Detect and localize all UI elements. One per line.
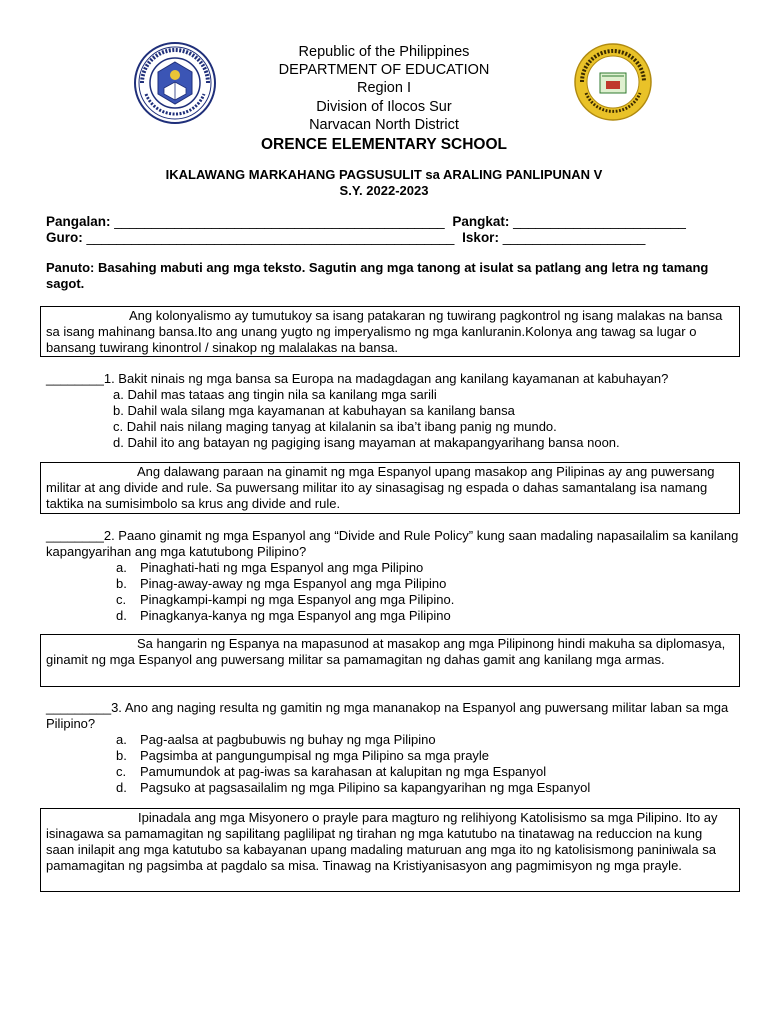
- exam-school-year: S.Y. 2022-2023: [339, 183, 429, 198]
- header-department: DEPARTMENT OF EDUCATION: [278, 62, 490, 79]
- option-1c[interactable]: c. Dahil nais nilang maging tanyag at kilalanin sa iba’t ibang panig ng mundo.: [113, 419, 557, 434]
- question-text-2: 2. Paano ginamit ng mga Espanyol ang “Divide and Rule Policy” kung saan madaling napasailalim sa kanilang kapangyarihan ang mga katutubong Pilipino?: [46, 528, 739, 559]
- exam-title-block: [0, 167, 768, 199]
- section-blank[interactable]: _______________________: [509, 214, 686, 229]
- option-1d[interactable]: d. Dahil ito ang batayan ng pagiging isang mayaman at makapangyarihang bansa noon.: [113, 435, 620, 450]
- teacher-blank[interactable]: _________________________________________________: [82, 230, 455, 245]
- question-1: [46, 371, 742, 451]
- school-header: [0, 43, 768, 154]
- passage-text-1: Ang kolonyalismo ay tumutukoy sa isang patakaran ng tuwirang pagkontrol ng isang malakas na bansa sa isang mahinang bansa.Ito ang unang yugto ng imperyalismo ng mga kanluranin.Kolonya ang tawag sa lugar o bansang tuwirang kinontrol / sinakop ng malalakas na bansa.: [46, 308, 723, 355]
- options-list-2: [116, 560, 742, 624]
- header-region: Region I: [356, 80, 411, 97]
- option-3d[interactable]: d. Pagsuko at pagsasailalim ng mga Pilipino sa kapangyarihan ng mga Espanyol: [116, 780, 591, 795]
- teacher-label: Guro:: [46, 230, 83, 245]
- option-3b[interactable]: b. Pagsimba at pangungumpisal ng mga Pilipino sa mga prayle: [116, 748, 490, 763]
- header-republic: Republic of the Philippines: [298, 44, 470, 60]
- answer-blank-2[interactable]: ________: [46, 528, 104, 543]
- answer-blank-3[interactable]: _________: [46, 700, 112, 715]
- option-3c[interactable]: c. Pamumundok at pag-iwas sa karahasan at kalupitan ng mga Espanyol: [116, 764, 547, 779]
- option-1a[interactable]: a. Dahil mas tataas ang tingin nila sa kanilang mga sarili: [113, 387, 437, 402]
- section-label: Pangkat:: [452, 214, 510, 229]
- option-2a[interactable]: a. Pinaghati-hati ng mga Espanyol ang mga Pilipino: [116, 560, 424, 575]
- name-label: Pangalan:: [46, 214, 111, 229]
- header-division: Division of Ilocos Sur: [316, 98, 452, 115]
- question-2: [46, 528, 742, 624]
- passage-text-3: Sa hangarin ng Espanya na mapasunod at masakop ang mga Pilipinong hindi makuha sa diplomasya, ginamit ng mga Espanyol ang puwersang militar sa pamamagitan ng dahas gamit ang kanilang mga armas.: [46, 636, 726, 667]
- option-2c[interactable]: c. Pinagkampi-kampi ng mga Espanyol ang mga Pilipino.: [116, 592, 455, 607]
- option-2d[interactable]: d. Pinagkanya-kanya ng mga Espanyol ang mga Pilipino: [116, 608, 451, 623]
- score-blank[interactable]: ___________________: [498, 230, 646, 245]
- passage-box-1: [40, 306, 740, 357]
- name-blank[interactable]: ____________________________________________: [110, 214, 445, 229]
- question-text-3: 3. Ano ang naging resulta ng gamitin ng mga mananakop na Espanyol ang puwersang militar laban sa mga Pilipino?: [46, 700, 729, 731]
- info-line-name: [46, 214, 686, 230]
- question-3: [46, 700, 742, 796]
- header-school-name: ORENCE ELEMENTARY SCHOOL: [260, 136, 507, 154]
- passage-box-3: [40, 634, 740, 687]
- options-list-3: [116, 732, 742, 796]
- exam-title: IKALAWANG MARKAHANG PAGSUSULIT sa ARALING PANLIPUNAN V: [165, 167, 603, 182]
- answer-blank-1[interactable]: ________: [46, 371, 104, 386]
- passage-text-4: Ipinadala ang mga Misyonero o prayle para magturo ng relihiyong Katolisismo sa mga Pilipino. Ito ay isinagawa sa pamamagitan ng sapilitang paglilipat ng tirahan ng mga katutubo na tinatawag na reduccion na kung saan inilapit ang mga katutubo sa kabayanan upang madaling maturuan ang mga ito ng katolisismong paniniwala sa pamamagitan ng pagsimba at pagdalo sa misa. Tinawag na Kristiyanisasyon ang pagmimisyon ng mga prayle.: [46, 810, 718, 873]
- question-text-1: 1. Bakit ninais ng mga bansa sa Europa na madagdagan ang kanilang kayamanan at kabuhayan?: [103, 371, 669, 386]
- option-2b[interactable]: b. Pinag-away-away ng mga Espanyol ang mga Pilipino: [116, 576, 447, 591]
- passage-box-4: [40, 808, 740, 892]
- info-line-teacher: [46, 230, 645, 246]
- passage-box-2: [40, 462, 740, 514]
- instructions: Panuto: Basahing mabuti ang mga teksto. Sagutin ang mga tanong at isulat sa patlang ang letra ng tamang sagot.: [46, 260, 709, 291]
- option-1b[interactable]: b. Dahil wala silang mga kayamanan at kabuhayan sa kanilang bansa: [113, 403, 515, 418]
- passage-text-2: Ang dalawang paraan na ginamit ng mga Espanyol upang masakop ang Pilipinas ay ang puwersang militar at ang divide and rule. Sa puwersang militar ito ay sinasagisag ng espada o dahas samantalang isa namang taktika na sumisimbolo sa krus ang divide and rule.: [46, 464, 715, 511]
- option-3a[interactable]: a. Pag-aalsa at pagbubuwis ng buhay ng mga Pilipino: [116, 732, 436, 747]
- score-label: Iskor:: [462, 230, 499, 245]
- options-list-1: [113, 387, 742, 451]
- header-district: Narvacan North District: [309, 116, 459, 133]
